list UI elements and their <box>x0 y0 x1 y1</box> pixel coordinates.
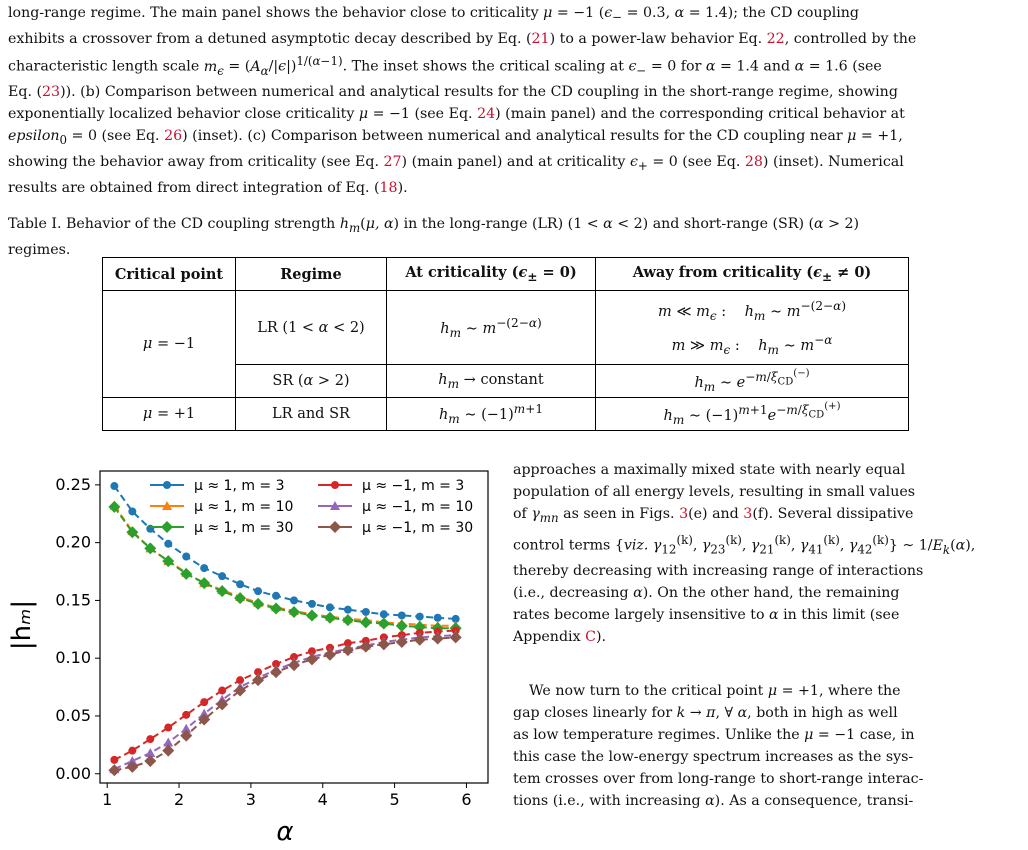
line-chart <box>0 455 505 845</box>
legend-marker <box>163 481 171 489</box>
text-line: Appendix C). <box>513 629 606 646</box>
table-row <box>103 398 909 431</box>
eq-link[interactable]: 21 <box>531 30 550 47</box>
data-point <box>324 649 336 661</box>
cell-sr-away: $h_m$ ∼ $e^{-m/\xi_{CD}^{(-)}}$ <box>596 365 909 398</box>
data-point <box>182 711 190 719</box>
data-point <box>108 764 120 776</box>
caption-line: long-range regime. The main panel shows the behavior close to criticality μ = −1 ($\epsilon_- = 0.3$, α = 1.4); the CD coupling <box>8 5 859 24</box>
text-line: rates become largely insensitive to α in this limit (see <box>513 607 900 624</box>
data-point <box>432 633 444 645</box>
series-line <box>114 631 455 760</box>
data-point <box>414 634 426 646</box>
text-line: tions (i.e., with increasing α). As a consequence, transi- <box>513 793 914 809</box>
eq-link[interactable]: 27 <box>383 154 402 171</box>
data-point <box>146 735 154 743</box>
data-point <box>290 596 298 604</box>
eq-link[interactable]: 24 <box>477 106 496 123</box>
data-point <box>128 747 136 755</box>
data-point <box>252 674 264 686</box>
legend-label: μ ≈ 1, m = 30 <box>194 520 294 536</box>
data-point <box>324 612 336 624</box>
data-point <box>288 606 300 618</box>
x-tick-label: 4 <box>317 790 328 809</box>
data-point <box>342 644 354 656</box>
header-regime: Regime <box>236 258 387 291</box>
text-line: this case the low-energy spectrum increases as the sys- <box>513 749 914 765</box>
data-point <box>272 592 280 600</box>
eq-link[interactable]: 22 <box>766 30 785 47</box>
legend-label: μ ≈ 1, m = 3 <box>194 478 285 494</box>
data-point <box>306 609 318 621</box>
cell-mu-minus: μ = −1 <box>103 291 236 398</box>
data-point <box>216 585 228 597</box>
text-line: tem crosses over from long-range to short-range interac- <box>513 771 924 787</box>
x-tick-label: 1 <box>102 790 113 809</box>
x-tick-label: 2 <box>173 790 185 809</box>
eq-link[interactable]: 23 <box>42 84 61 101</box>
data-point <box>200 698 208 706</box>
cell-lr-regime: LR (1 < α < 2) <box>236 291 387 365</box>
data-point <box>110 756 118 764</box>
table-header-row <box>103 258 909 291</box>
caption-line: results are obtained from direct integration of Eq. (18). <box>8 180 408 197</box>
table-caption <box>8 213 1018 261</box>
data-point <box>164 540 172 548</box>
data-point <box>378 618 390 630</box>
text-line: thereby decreasing with increasing range of interactions <box>513 563 924 580</box>
data-point <box>146 525 154 533</box>
data-point <box>434 614 442 622</box>
data-point <box>360 616 372 628</box>
caption-line: exhibits a crossover from a detuned asymptotic decay described by Eq. (21) to a power-law behavior Eq. 22, controlled by the <box>8 30 917 47</box>
caption-line: Eq. (23)). (b) Comparison between numerical and analytical results for the CD coupling in the short-range regime, showing <box>8 84 898 101</box>
cell-sr-regime: SR (α > 2) <box>236 365 387 398</box>
body-paragraph-1 <box>513 459 1018 648</box>
data-point <box>450 631 462 643</box>
data-point <box>380 610 388 618</box>
data-point <box>416 613 424 621</box>
fig-link[interactable]: 3 <box>743 506 753 522</box>
data-point <box>378 638 390 650</box>
caption-line: exponentially localized behavior close criticality μ = −1 (see Eq. 24) (main panel) and the corresponding critical behavior at <box>8 106 905 123</box>
eq-link[interactable]: 28 <box>744 154 763 171</box>
data-point <box>252 598 264 610</box>
text-line: (i.e., decreasing α). On the other hand, the remaining <box>513 585 900 602</box>
header-critical-point: Critical point <box>103 258 236 291</box>
caption-line: showing the behavior away from criticality (see Eq. 27) (main panel) and at criticality $\epsilon_+ = 0$ (see Eq. 28) (inset). Numerical <box>8 154 904 174</box>
appendix-link[interactable]: C <box>585 629 596 646</box>
cell-plus-crit: $h_m$ ∼ $(-1)^{m+1}$ <box>387 398 596 431</box>
data-point <box>326 603 334 611</box>
x-axis-label: α <box>276 817 294 845</box>
data-point <box>362 608 370 616</box>
y-tick-label: 0.00 <box>55 763 91 783</box>
figure-caption <box>8 2 1018 199</box>
body-paragraph-2 <box>513 680 1018 812</box>
fig-link[interactable]: 3 <box>679 506 689 522</box>
data-point <box>342 614 354 626</box>
legend-marker <box>329 521 341 533</box>
header-at-criticality: At criticality $(\epsilon_\pm = 0)$ <box>387 258 596 291</box>
plot-frame <box>100 471 488 783</box>
data-point <box>344 606 352 614</box>
y-tick-label: 0.15 <box>55 590 91 610</box>
x-tick-label: 6 <box>461 790 472 809</box>
cell-mu-plus: μ = +1 <box>103 398 236 431</box>
y-tick-label: 0.20 <box>55 532 91 552</box>
results-table <box>102 257 909 431</box>
data-point <box>164 724 172 732</box>
x-tick-label: 3 <box>245 790 256 809</box>
cell-lr-away: m ≪ $m_\epsilon$ : $h_m$ ∼ $m^{-(2-\alpha)}$ m ≫ $m_\epsilon$ : $h_m$ ∼ $m^{-\alpha}$ <box>596 291 909 365</box>
data-point <box>200 564 208 572</box>
table-caption-line: regimes. <box>8 241 71 258</box>
data-point <box>308 600 316 608</box>
cell-lr-crit: $h_m$ ∼ $m^{-(2-\alpha)}$ <box>387 291 596 365</box>
x-tick-label: 5 <box>389 790 400 809</box>
text-line: approaches a maximally mixed state with nearly equal <box>513 462 906 478</box>
cell-plus-away: $h_m$ ∼ $(-1)^{m+1}e^{-m/\xi_{CD}^{(+)}}$ <box>596 398 909 431</box>
data-point <box>254 587 262 595</box>
table-row <box>103 291 909 365</box>
data-point <box>398 611 406 619</box>
table-caption-line: Table I. Behavior of the CD coupling strength $h_m(\mu$, α) in the long-range (LR) (1 < α < 2) and short-range (SR) (α > 2) <box>8 216 860 235</box>
eq-link[interactable]: 26 <box>164 128 183 145</box>
data-point <box>110 482 118 490</box>
caption-line: epsilon$_0$ = 0 (see Eq. 26) (inset). (c) Comparison between numerical and analytical results for the CD coupling near μ = +1, <box>8 128 903 148</box>
legend-marker <box>331 481 339 489</box>
text-line: control terms {viz. $\gamma_{12}^{(k)}$, $\gamma_{23}^{(k)}$, $\gamma_{21}^{(k)}$, $\gamma_{41}^{(k)}$, $\gamma_{42}^{(k)}$} ∼ $1/E_k(\alpha)$, <box>513 532 976 557</box>
data-point <box>270 603 282 615</box>
header-away-criticality: Away from criticality $(\epsilon_\pm \ne 0)$ <box>596 258 909 291</box>
legend-label: μ ≈ 1, m = 10 <box>194 499 294 515</box>
data-point <box>270 666 282 678</box>
text-line: as low temperature regimes. Unlike the μ = −1 case, in <box>513 727 915 743</box>
data-point <box>396 636 408 648</box>
data-point <box>218 572 226 580</box>
caption-line: characteristic length scale $m_\epsilon = (A_\alpha/|\epsilon|)^{1/(\alpha-1)}$. The inset shows the critical scaling at $\epsilon_- = 0$ for α = 1.4 and α = 1.6 (see <box>8 53 882 78</box>
data-point <box>236 580 244 588</box>
y-tick-label: 0.05 <box>55 705 91 725</box>
y-axis-label: |hₘ| <box>7 599 37 651</box>
cell-lrsr-regime: LR and SR <box>236 398 387 431</box>
text-line: of $\gamma_{mn}$ as seen in Figs. 3(e) and 3(f). Several dissipative <box>513 506 914 525</box>
legend-label: μ ≈ −1, m = 10 <box>362 499 474 515</box>
legend-label: μ ≈ −1, m = 30 <box>362 520 474 536</box>
text-line: population of all energy levels, resulting in small values <box>513 484 916 500</box>
data-point <box>182 553 190 561</box>
data-point <box>128 507 136 515</box>
legend-marker <box>161 521 173 533</box>
text-line: We now turn to the critical point μ = +1, where the <box>529 683 901 699</box>
text-line: gap closes linearly for k → π, ∀ α, both in high as well <box>513 705 898 721</box>
y-tick-label: 0.10 <box>55 648 91 668</box>
legend-label: μ ≈ −1, m = 3 <box>362 478 465 494</box>
y-tick-label: 0.25 <box>55 474 91 494</box>
cell-sr-crit: $h_m$ → constant <box>387 365 596 398</box>
data-point <box>396 620 408 632</box>
data-point <box>218 687 226 695</box>
data-point <box>234 592 246 604</box>
eq-link[interactable]: 18 <box>379 180 398 197</box>
data-point <box>198 577 210 589</box>
